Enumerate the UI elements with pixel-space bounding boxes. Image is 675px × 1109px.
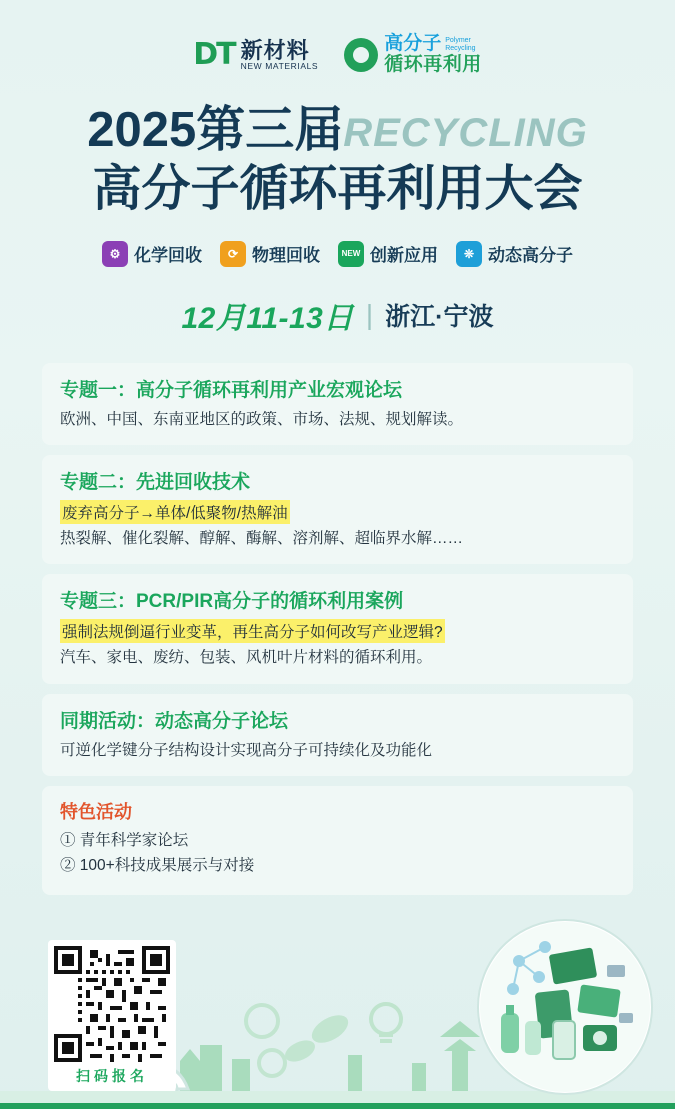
logo-dt-new-materials — [193, 37, 318, 72]
recycle-hand-icon: ⟳ — [220, 241, 246, 267]
topic-title: 专题一：高分子循环再利用产业宏观论坛 — [60, 379, 403, 401]
event-location: 浙江·宁波 — [385, 302, 494, 331]
topic-desc: 欧洲、中国、东南亚地区的政策、市场、法规、规划解读。 — [60, 410, 464, 428]
dt-logo-en: NEW MATERIALS — [240, 60, 319, 71]
flask-icon: ⚙ — [102, 241, 128, 267]
topic-highlight: 废弃高分子→单体/低聚物/热解油 — [60, 500, 290, 524]
topic-highlight: 强制法规倒逼行业变革，再生高分子如何改写产业逻辑? — [60, 619, 445, 643]
topic-title: 专题二：先进回收技术 — [60, 472, 251, 494]
date-separator: | — [365, 298, 374, 330]
logo-polymer-recycling — [344, 34, 482, 76]
polymer-logo-line1 — [384, 34, 482, 55]
recycling-products-illustration — [477, 919, 653, 1095]
products-svg — [479, 921, 651, 1093]
molecule-icon: ❊ — [456, 241, 482, 267]
tag-label-0: 化学回收 — [134, 246, 202, 266]
page-title-line2: 高分子循环再利用大会 — [92, 162, 583, 217]
topic-card — [42, 574, 633, 683]
topic-card — [42, 455, 633, 564]
topic-card — [42, 363, 633, 445]
topic-card — [42, 694, 633, 776]
title-en-part: RECYCLING — [343, 110, 588, 155]
tag-chemical-recycling — [102, 241, 202, 267]
bottom-accent-bar — [0, 1103, 675, 1109]
registration-qr-box[interactable] — [48, 940, 176, 1091]
new-badge-icon: NEW — [338, 241, 364, 267]
topic-desc: 可逆化学键分子结构设计实现高分子可持续化及功能化 — [60, 741, 433, 759]
date-row — [0, 293, 675, 337]
topic-card-list — [42, 363, 633, 895]
topic-desc: 汽车、家电、废纺、包装、风机叶片材料的循环利用。 — [60, 649, 433, 667]
dt-logo-text — [241, 39, 319, 71]
polymer-logo-en1: Polymer — [445, 36, 471, 44]
tag-innovative-application — [338, 241, 438, 267]
tag-label-3: 动态高分子 — [488, 246, 573, 266]
special-title: 特色活动 — [60, 801, 132, 822]
event-date: 12月11-13日 — [181, 301, 354, 335]
title-block — [0, 102, 675, 219]
polymer-logo-en — [445, 37, 475, 55]
polymer-logo-text — [384, 34, 482, 76]
special-item: ① 青年科学家论坛 — [60, 831, 189, 849]
logo-row — [0, 0, 675, 76]
tag-label-1: 物理回收 — [252, 246, 320, 266]
polymer-logo-cn1: 高分子 — [384, 33, 442, 54]
topic-title: 专题三：PCR/PIR高分子的循环利用案例 — [60, 591, 404, 613]
page-title-line1 — [0, 102, 675, 158]
special-activities-card — [42, 786, 633, 895]
tag-row — [0, 241, 675, 267]
polymer-logo-en2: Recycling — [445, 44, 476, 52]
topic-desc: 热裂解、催化裂解、醇解、酶解、溶剂解、超临界水解…… — [60, 530, 464, 548]
special-item: ② 100+科技成果展示与对接 — [60, 856, 255, 874]
title-cn-part: 2025第三届 — [87, 102, 344, 157]
polymer-logo-cn2: 循环再利用 — [384, 53, 482, 75]
registration-qr-code[interactable] — [54, 946, 170, 1062]
tag-label-2: 创新应用 — [370, 246, 438, 266]
dt-logo-cn: 新材料 — [240, 37, 310, 63]
footer — [0, 924, 675, 1109]
qr-caption: 扫码报名 — [76, 1068, 148, 1084]
recycle-circle-icon — [344, 38, 378, 72]
dt-logo-icon: DT — [193, 37, 235, 73]
tag-physical-recycling — [220, 241, 320, 267]
tag-dynamic-polymer — [456, 241, 573, 267]
topic-title: 同期活动：动态高分子论坛 — [60, 710, 289, 732]
